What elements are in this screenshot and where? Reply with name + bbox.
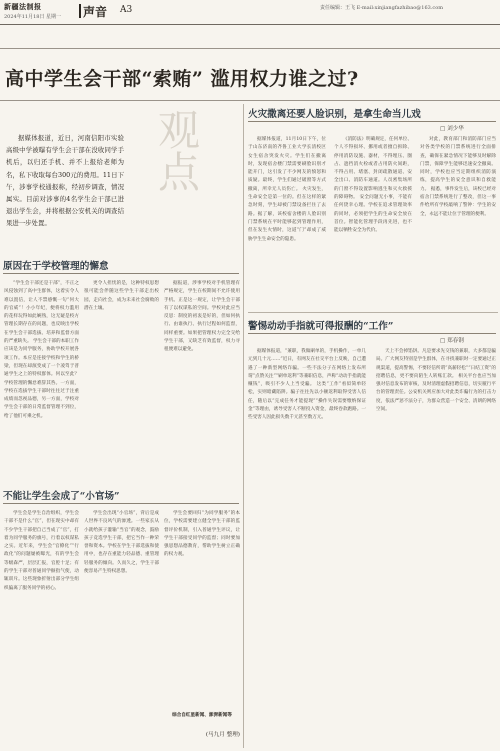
section-title-scam: 警惕动动手指就可得报酬的“工作” <box>248 321 394 332</box>
fire-p4: 安全问题无小事，不能有任何侥幸心理。学校在追求管理效率的同时，必须把学生的生命安全放在首位。智能化管理手段再先进，也不能以牺牲安全为代价。 <box>334 195 412 234</box>
scam-p1: 据媒体报道，“兼职，我做刷单的，手机操作，一单几元到几十元……”近日，有网友在社交平台上反映，自己遭遇了一种新型网络诈骗。一些不法分子在网络上发布所谓“点赞关注”“刷单返利”等兼职信息，声称“动动手指就能赚钱”，吸引不少人上当受骗。 <box>248 349 366 388</box>
byline-scam: □ 郑春钢 <box>440 338 464 344</box>
editor-signature: (马九月 整理) <box>205 732 240 738</box>
scam-p4: 相关平台也应当加强对信息发布的审核，及时清理虚假招聘信息，切实履行平台的管理责任。公安机关则应加大对此类诈骗行为的打击力度，依法严惩不法分子，为群众营造一个安全、清朗的网络空间。 <box>376 373 496 413</box>
byline-fire: □ 刘少华 <box>440 126 464 132</box>
mgmt-p3: 更令人担忧的是，这种特权思想很可能会伴随这些学生干部走出校园，走向社会，成为未来社会腐败的潜在土壤。 <box>84 281 159 311</box>
union-p1: 学生会是学生自治组织，学生会干部不是什么“官”，但在现实中却有不少学生干部把自己当成了“官”，打着为同学服务的旗号，行着以权谋私之实。近年来，学生会“官僚化”“行政化”的问题屡被曝光，有的学生会等级森严，层层汇报，官腔十足；有的学生干部对普通同学颐指气使，动辄训斥。这些现象折射出部分学生组织偏离了服务同学的初心。 <box>4 511 79 591</box>
editor-info: 责任编辑：王飞 E-mail:xinjiangfazhibao@163.com <box>320 5 443 11</box>
headline-top-rule <box>0 48 500 49</box>
section-title-fire: 火灾撒离还要人脸识别，是拿生命当儿戏 <box>248 109 421 120</box>
fire-p5: 对此，教育部门和消防部门应当对各类学校的门禁系统进行全面排查，确保在紧急情况下能够及时解除门禁，保障学生能够迅速安全撤离。同时，学校也应当定期组织消防演练，提高学生的安全意识和自救能力。 <box>420 137 496 192</box>
headline-bottom-rule <box>0 100 500 101</box>
union-col-3 <box>164 510 240 710</box>
column-divider <box>243 104 244 748</box>
fire-p3: 《消防法》明确规定，任何单位、个人不得损坏、挪用或者擅自拆除、停用消防设施、器材，不得埋压、圈占、遮挡消火栓或者占用防火间距，不得占用、堵塞、封闭疏散通道、安全出口、消防车通道。人员密集场所的门窗不得设置影响逃生和灭火救援的障碍物。 <box>334 137 412 201</box>
fire-p1: 据媒体报道，11月10日下午，位于山东济南的齐鲁工业大学长清校区女生宿舍突发火灾。学生们在撤离时，发现宿舍楼门禁需要刷脸识别才能开门，这引发了不少网友的愤怒和质疑。最终，学生们通过破窗等方式撤离，所幸无人员伤亡。 <box>248 137 326 192</box>
scam-col-2 <box>376 348 496 610</box>
fire-col-3 <box>420 136 496 304</box>
section-underline <box>248 121 496 122</box>
fire-p2: 火灾发生，生命安全是第一位的。但在这样的紧急时刻，学生却被门禁设备拦住了去路。据了解，该校宿舍楼的人脸识别门禁系统在平时能够起到管理作用，但在发生火情时，这道“门”却成了威胁学生生命安全的隐患。 <box>248 186 326 242</box>
page-number: A3 <box>120 5 133 15</box>
source-note: 综合自红星新闻、澎湃新闻等 <box>172 713 232 718</box>
fire-col-2 <box>334 136 412 304</box>
section-underline-2 <box>248 333 496 334</box>
union-col-1 <box>4 510 79 720</box>
section-underline-4 <box>3 503 239 504</box>
section-bar <box>79 4 81 18</box>
mgmt-p2: 学生会干部的本职工作应该是为同学服务，协助学校开展各项工作。本应是连接学校和学生的桥梁，但现在却演变成了一个凌驾于普通学生之上的特权群体。何以至此？学校管理的懈怠难辞其咎。一方面，学校在选拔学生干部时往往过于注重成绩而忽视品德，另一方面，学校对学生会干部的日常监督管理不到位，给了他们可乘之机。 <box>4 339 79 419</box>
section-title-union: 不能让学生会成了“小官场” <box>3 491 120 502</box>
scam-p3: 天上不会掉馅饼。凡是要求先交钱的兼职，大多都是骗局。广大网友特别是学生群体，在寻找兼职时一定要通过正规渠道，提高警惕，不要轻信所谓“高薪轻松”“日结工资”的招聘信息，更不要向陌生人转账汇款。 <box>376 349 496 379</box>
section-title-management: 原因在于学校管理的懈怠 <box>3 261 109 272</box>
scam-col-1 <box>248 348 366 610</box>
fire-p6: 据悉，事件发生后，该校已经对宿舍门禁系统进行了整改，但这一事件给所有学校敲响了警钟：学生的安全，永远不能让位于管理的便利。 <box>420 186 496 217</box>
mgmt-p1: “学生会干部还是干部”，不正之风侵蚀到了高中生群体，这着实令人难以置信，让人不禁感慨一句“何大的官威”！小小年纪，便将权力滥用的花样玩得如此娴熟，这无疑是校方管理长期存在的问题，也反映出学校在学生会干部选拔、培养和监督方面的严重缺失。 <box>4 281 79 345</box>
mgmt-col-3 <box>164 280 240 480</box>
union-col-2 <box>84 510 159 720</box>
lead-paragraph: 据媒体报道，近日，河南信阳市实验高级中学被曝有学生会干部在没收同学手机后，以归还手机、并不上报给老师为名，私下收取每台300元的费用。11日下午，涉事学校通报称，经初步调查，情况属实。目前对涉事的4名学生会干部已进退出学生会，并将根据公安机关的调查结果进一步处置。 <box>6 134 124 228</box>
date-line: 2024年11月18日 星期一 <box>4 14 62 20</box>
guandian-watermark: 观点 <box>152 108 201 192</box>
fire-col-1 <box>248 136 326 304</box>
mgmt-col-1 <box>4 280 79 480</box>
divider-right <box>248 312 498 313</box>
section-name: 声音 <box>83 5 108 19</box>
mgmt-col-2 <box>84 280 159 480</box>
headline: 高中学生会干部“索贿” 滥用权力谁之过? <box>5 68 359 90</box>
union-p2: 学生会出现“小官场”，背后是成人世界不良风气的渗透。一些家长从小就给孩子灌输“当官”的观念，鼓励孩子竞选学生干部，把它当作一种荣誉和资本。学校在学生干部选拔和使用中，也存在重能力轻品德、重管理轻服务的倾向。久而久之，学生干部便容易产生特权思想。 <box>84 511 159 575</box>
mgmt-p4: 据报道，涉事学校对手机管理有严格规定，学生在校期间不允许使用手机。正是这一规定，让学生会干部有了以权谋私的空间。学校对此应当反思：制度的初衷是好的，但如何执行、由谁执行、执行过程如何监督，同样重要。如果把管理权力完全交给学生干部，又缺乏有效监督，权力寻租便难以避免。 <box>164 281 240 353</box>
section-underline-3 <box>3 273 239 274</box>
masthead: 新疆法制报 <box>4 2 42 11</box>
scam-p2: 这类“工作”看似简单轻松，实则暗藏陷阱。骗子往往先以小额返利取得受害人信任，随后以“完成任务才能提现”“操作失误需要缴纳保证金”等理由，诱导受害人不断投入资金，最终卷款跑路。一些受害人因此损失数千元甚至数万元。 <box>248 382 366 421</box>
union-p3: 学生会要回归“为同学服务”的本位，学校需要建立健全学生干部的监督评价机制，引入普通学生评议，让学生干部接受同学的监督；同时要加强思想品德教育，帮助学生树立正确的权力观。 <box>164 511 240 558</box>
